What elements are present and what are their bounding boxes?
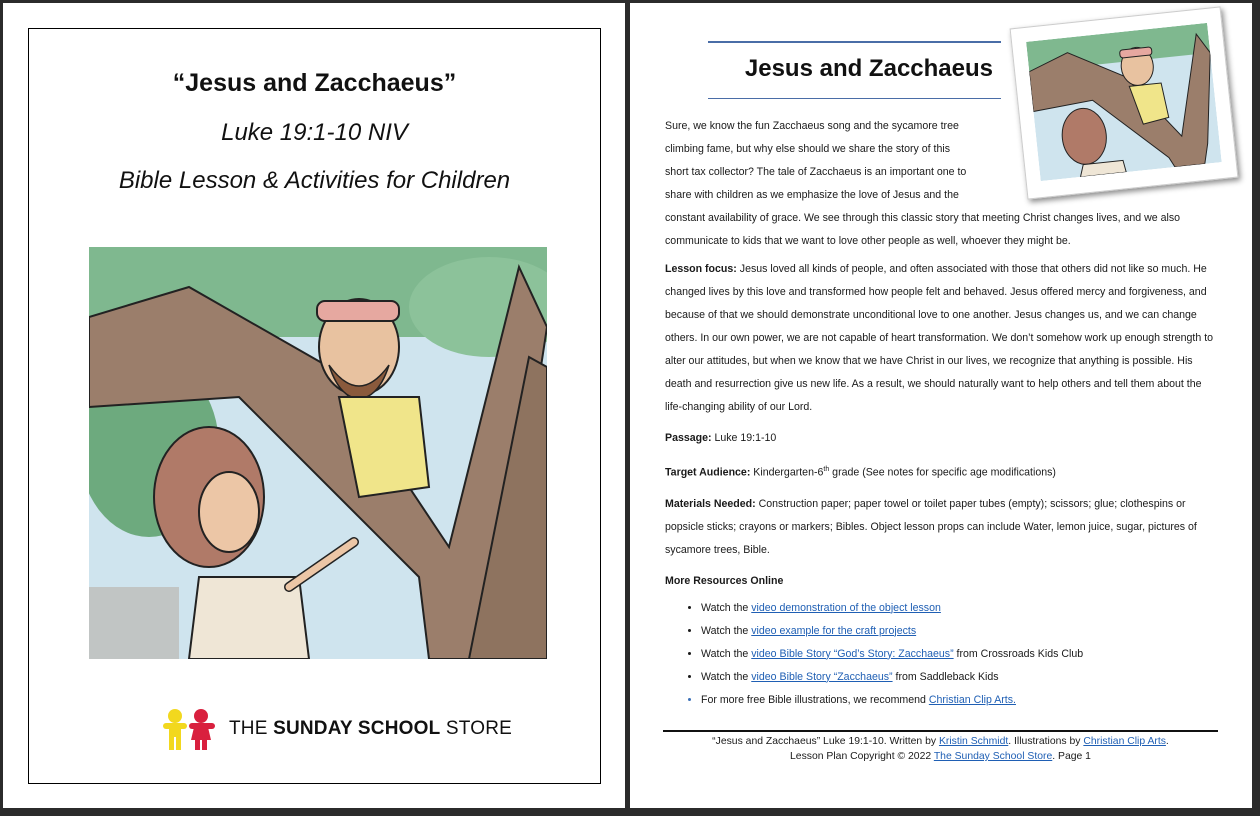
link-store[interactable]: The Sunday School Store	[933, 751, 1053, 762]
lesson-focus: Lesson focus: Jesus loved all kinds of people, and often associated with those that others did not like so much. He changed lives by this love and transformed how people felt and behaved. Jesus offered mercy and forgiveness, and because of that we should demonstrate unconditional love to one another. Jesus changes us, and we can change others. In our own power, we are not capable of heart transformation. We don’t somehow work up enough strength to alter our attitudes, but when we know that we have Christ in our lives, we recognize that anything is possible. His death and resurrection give us new life. As a result, we should naturally want to help others and tell them about the life-changing ability of our Lord.	[665, 263, 1214, 413]
link-craft-video[interactable]: video example for the craft projects	[751, 624, 917, 637]
link-christian-clip-arts[interactable]: Christian Clip Arts.	[928, 693, 1016, 706]
footer-rule	[663, 730, 1218, 732]
link-gods-story-video[interactable]: video Bible Story “God’s Story: Zacchaeus”	[751, 647, 954, 660]
lesson-page	[630, 3, 1252, 808]
sunday-school-store-logo	[159, 709, 512, 749]
more-resources	[665, 570, 1220, 712]
footer-line-2: Lesson Plan Copyright © 2022 The Sunday School Store. Page 1	[790, 751, 1091, 762]
link-illustrator[interactable]: Christian Clip Arts	[1083, 736, 1166, 747]
cover-illustration	[89, 247, 547, 659]
more-resources-heading: More Resources Online	[665, 574, 784, 587]
resource-item: • For more free Bible illustrations, we recommend Christian Clip Arts.	[701, 689, 1220, 712]
target-audience: Target Audience: Kindergarten-6th grade (See notes for specific age modifications)	[665, 466, 1056, 479]
title-rule-top	[708, 41, 1001, 43]
resource-item: • Watch the video demonstration of the object lesson	[701, 597, 1220, 620]
cover-frame	[28, 28, 601, 784]
paper-dolls-icon	[159, 708, 219, 750]
cover-scripture: Luke 19:1-10 NIV	[221, 119, 408, 146]
page-footer	[663, 734, 1218, 764]
cover-page	[3, 3, 625, 808]
lesson-details	[665, 258, 1220, 712]
cover-title: “Jesus and Zacchaeus”	[172, 69, 457, 97]
link-author[interactable]: Kristin Schmidt	[938, 736, 1009, 747]
resource-item: • Watch the video Bible Story “Zacchaeus” from Saddleback Kids	[701, 666, 1220, 689]
passage: Passage: Luke 19:1-10	[665, 432, 777, 444]
footer-line-1: “Jesus and Zacchaeus” Luke 19:1-10. Written by Kristin Schmidt. Illustrations by Christian Clip Arts.	[712, 736, 1169, 747]
materials-needed: Materials Needed: Construction paper; paper towel or toilet paper tubes (empty); scissors; glue; clothespins or popsicle sticks; crayons or markers; Bibles. Object lesson props can include Water, lemon juice, sugar, pictures of sycamore trees, Bible.	[665, 497, 1197, 556]
link-saddleback-video[interactable]: video Bible Story “Zacchaeus”	[751, 670, 893, 683]
link-object-lesson-video[interactable]: video demonstration of the object lesson	[751, 601, 941, 614]
logo-text: THE SUNDAY SCHOOL STORE	[229, 718, 512, 739]
page-title: Jesus and Zacchaeus	[744, 55, 993, 82]
title-rule-bottom	[708, 98, 1001, 99]
intro-paragraph: Sure, we know the fun Zacchaeus song and the sycamore tree climbing fame, but why else should we share the story of this short tax collector? The tale of Zacchaeus is an important one to share with children as we emphasize the love of Jesus and the constant availability of grace. We see through this classic story that meeting Christ changes lives, and we also communicate to kids that we want to love other people as well, whoever they might be.	[665, 120, 1181, 247]
resource-item: • Watch the video example for the craft projects	[701, 620, 1220, 643]
resource-list	[665, 597, 1220, 712]
resource-item: • Watch the video Bible Story “God’s Story: Zacchaeus” from Crossroads Kids Club	[701, 643, 1220, 666]
cover-subtitle: Bible Lesson & Activities for Children	[118, 167, 511, 194]
